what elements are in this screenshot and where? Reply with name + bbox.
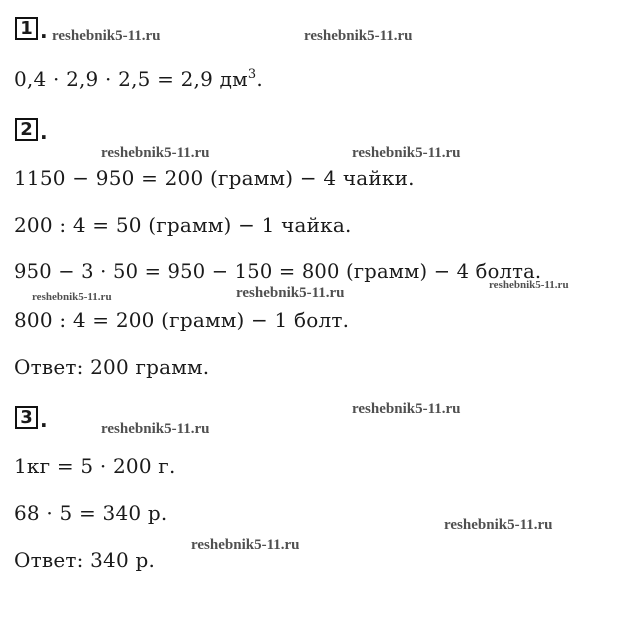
watermark: reshebnik5-11.ru bbox=[32, 291, 112, 303]
task-3-number-box bbox=[15, 406, 38, 429]
task-2-number-box bbox=[15, 118, 38, 141]
task-3-answer: Ответ: 340 р. bbox=[14, 548, 156, 572]
task-1-number-box bbox=[15, 17, 38, 40]
task-3-line-1: 1кг = 5 · 200 г. bbox=[14, 454, 176, 478]
task-3-dot: . bbox=[40, 408, 48, 432]
task-2-line-3: 950 − 3 · 50 = 950 − 150 = 800 (грамм) − 4 болта. bbox=[14, 260, 542, 283]
task-3-line-2: 68 · 5 = 340 р. bbox=[14, 501, 168, 525]
task-3-number: 3 bbox=[20, 406, 33, 428]
watermark: reshebnik5-11.ru bbox=[52, 28, 161, 44]
watermark: reshebnik5-11.ru bbox=[489, 279, 569, 291]
watermark: reshebnik5-11.ru bbox=[191, 537, 300, 553]
task-2-line-1: 1150 − 950 = 200 (грамм) − 4 чайки. bbox=[14, 166, 415, 190]
watermark: reshebnik5-11.ru bbox=[352, 145, 461, 161]
watermark: reshebnik5-11.ru bbox=[236, 285, 345, 301]
task-2-dot: . bbox=[40, 120, 48, 144]
task-1-line-1-text: 0,4 · 2,9 · 2,5 = 2,9 дм bbox=[14, 67, 248, 91]
watermark: reshebnik5-11.ru bbox=[101, 145, 210, 161]
task-1-line-1-tail: . bbox=[256, 67, 263, 91]
watermark: reshebnik5-11.ru bbox=[101, 421, 210, 437]
task-1-number: 1 bbox=[20, 17, 33, 39]
task-2-line-2: 200 : 4 = 50 (грамм) − 1 чайка. bbox=[14, 213, 352, 237]
watermark: reshebnik5-11.ru bbox=[352, 401, 461, 417]
task-2-answer: Ответ: 200 грамм. bbox=[14, 355, 210, 379]
task-2-number: 2 bbox=[20, 118, 33, 140]
task-1-dot: . bbox=[40, 19, 48, 43]
task-1-line-1-exponent: 3 bbox=[247, 67, 257, 82]
task-1-line-1 bbox=[14, 69, 263, 89]
watermark: reshebnik5-11.ru bbox=[304, 28, 413, 44]
task-2-line-4: 800 : 4 = 200 (грамм) − 1 болт. bbox=[14, 308, 350, 332]
watermark: reshebnik5-11.ru bbox=[444, 517, 553, 533]
